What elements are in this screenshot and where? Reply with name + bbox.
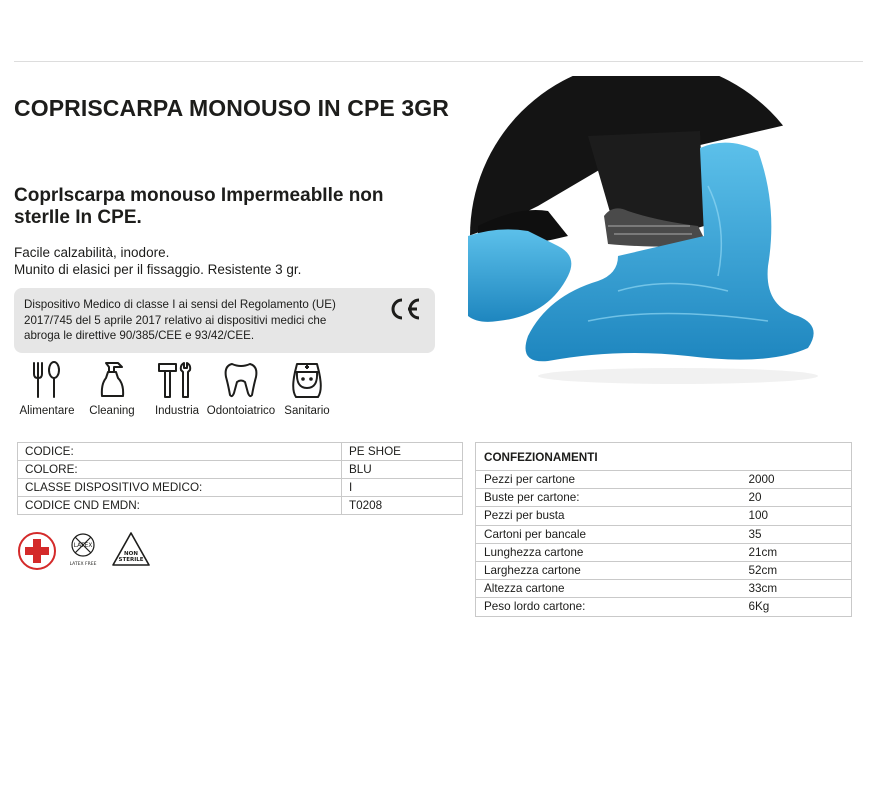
- packaging-label: Pezzi per cartone: [476, 471, 741, 489]
- hammer-wrench-icon: [156, 360, 198, 400]
- sector-cleaning: [80, 360, 144, 420]
- table-row: [18, 443, 463, 461]
- tooth-icon: [221, 360, 261, 400]
- product-title: COPRISCARPA MONOUSO IN CPE 3GR: [14, 95, 449, 121]
- non-sterile-text-2: STERILE: [118, 557, 144, 563]
- description-line: Facile calzabilità, inodore.: [14, 245, 170, 260]
- spec-value: I: [342, 479, 463, 497]
- packaging-label: Larghezza cartone: [476, 561, 741, 579]
- shadow: [538, 368, 818, 384]
- packaging-label: Lunghezza cartone: [476, 543, 741, 561]
- non-sterile-text-1: NON: [124, 551, 138, 557]
- spec-label: COLORE:: [18, 461, 342, 479]
- latex-text: LATEX: [73, 542, 93, 549]
- description-line: Munito di elasici per il fissaggio. Resistente 3 gr.: [14, 262, 302, 277]
- sector-alimentare: [14, 360, 80, 420]
- shoe-cover-photo: [468, 76, 824, 406]
- medical-notice-text: Dispositivo Medico di classe I ai sensi del Regolamento (UE) 2017/745 del 5 aprile 2017 relativo ai dispositivi medici che abroga le direttive 90/385/CEE e 93/42/CEE.: [24, 298, 336, 342]
- table-row: [476, 598, 852, 616]
- sector-label: Alimentare: [19, 405, 75, 417]
- sector-label: Industria: [154, 405, 200, 417]
- packaging-title: CONFEZIONAMENTI: [476, 443, 852, 471]
- table-row: [18, 461, 463, 479]
- packaging-header-row: [476, 443, 852, 471]
- spec-label: CLASSE DISPOSITIVO MEDICO:: [18, 479, 342, 497]
- table-row: [18, 479, 463, 497]
- sector-label: Sanitario: [284, 405, 330, 417]
- table-row: [18, 497, 463, 515]
- packaging-value: 2000: [741, 471, 852, 489]
- medical-cross-icon: [17, 531, 57, 571]
- nurse-icon: [287, 360, 327, 400]
- table-row: [476, 489, 852, 507]
- sector-label: Cleaning: [89, 405, 135, 417]
- spec-value: PE SHOE: [342, 443, 463, 461]
- latex-free-icon: [66, 532, 100, 568]
- sector-odontoiatrico: [204, 360, 278, 420]
- fork-spoon-icon: [27, 360, 67, 400]
- table-row: [476, 507, 852, 525]
- medical-device-notice: [14, 288, 435, 353]
- spec-label: CODICE:: [18, 443, 342, 461]
- non-sterile-icon: [110, 530, 152, 568]
- packaging-label: Cartoni per bancale: [476, 525, 741, 543]
- sector-sanitario: [280, 360, 334, 420]
- packaging-value: 100: [741, 507, 852, 525]
- table-row: [476, 580, 852, 598]
- table-row: [476, 561, 852, 579]
- table-row: [476, 525, 852, 543]
- spec-label: CODICE CND EMDN:: [18, 497, 342, 515]
- table-row: [476, 471, 852, 489]
- product-subtitle: CoprIscarpa monouso ImpermeabIle non sterIle In CPE.: [14, 185, 384, 228]
- sector-icons: [14, 360, 344, 420]
- latex-free-caption: LATEX FREE: [69, 562, 97, 567]
- packaging-label: Peso lordo cartone:: [476, 598, 741, 616]
- product-specs-table: [17, 442, 463, 515]
- spray-bottle-icon: [92, 360, 132, 400]
- packaging-value: 20: [741, 489, 852, 507]
- top-divider: [14, 61, 863, 62]
- spec-value: BLU: [342, 461, 463, 479]
- sector-industria: [150, 360, 204, 420]
- packaging-label: Pezzi per busta: [476, 507, 741, 525]
- table-row: [476, 543, 852, 561]
- packaging-value: 33cm: [741, 580, 852, 598]
- packaging-value: 21cm: [741, 543, 852, 561]
- packaging-table: [475, 442, 852, 617]
- packaging-value: 35: [741, 525, 852, 543]
- packaging-value: 52cm: [741, 561, 852, 579]
- product-description: [14, 244, 434, 278]
- packaging-label: Buste per cartone:: [476, 489, 741, 507]
- packaging-value: 6Kg: [741, 598, 852, 616]
- spec-value: T0208: [342, 497, 463, 515]
- sector-label: Odontoiatrico: [206, 405, 276, 417]
- packaging-label: Altezza cartone: [476, 580, 741, 598]
- ce-mark-icon: [388, 296, 422, 322]
